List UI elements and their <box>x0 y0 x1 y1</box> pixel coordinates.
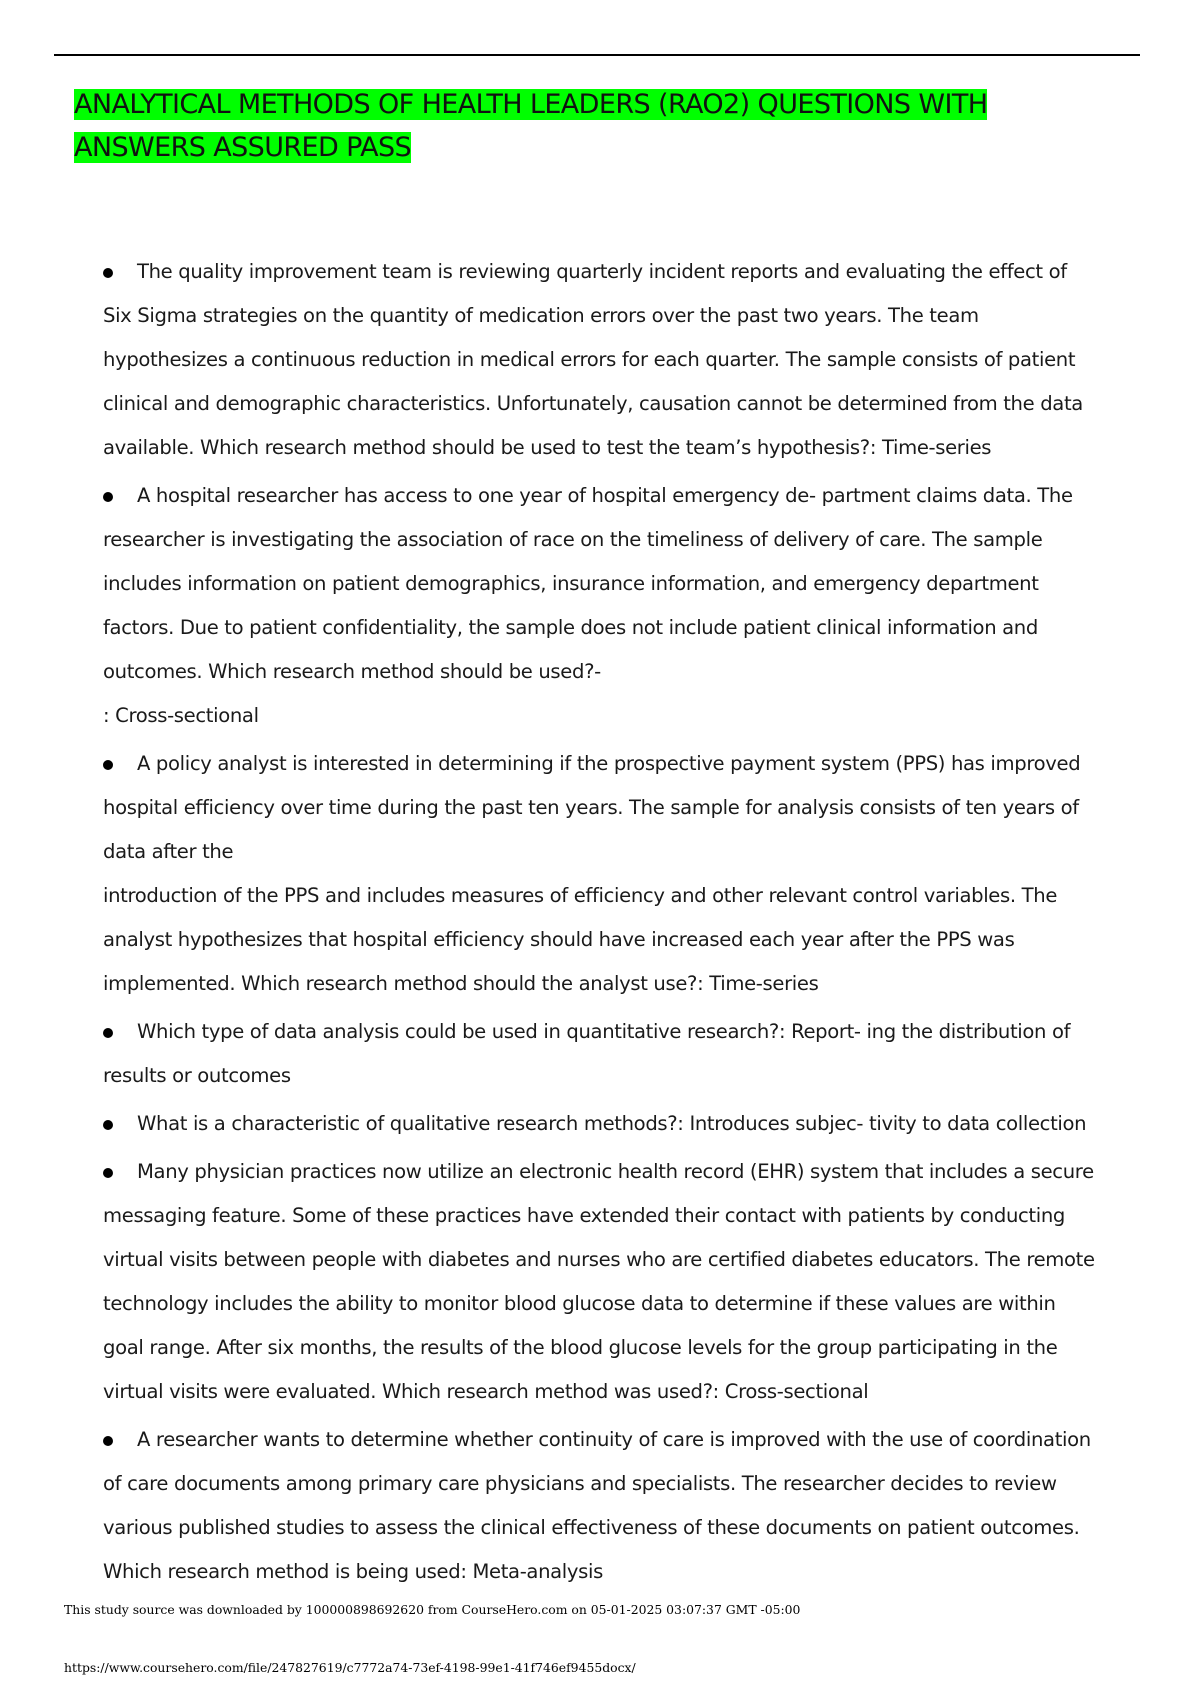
question-line: A policy analyst is interested in determining if the prospective payment system (PPS) has improved <box>137 752 1081 775</box>
question-line: analyst hypothesizes that hospital efficiency should have increased each year after the PPS was <box>103 928 1015 951</box>
bullet-icon <box>103 1168 113 1178</box>
bullet-icon <box>103 1436 113 1446</box>
question-line: A researcher wants to determine whether continuity of care is improved with the use of coordination <box>137 1428 1091 1451</box>
question-list <box>103 250 1133 1598</box>
question-line: of care documents among primary care physicians and specialists. The researcher decides to review <box>103 1472 1057 1495</box>
bullet-icon <box>103 492 113 502</box>
question-line: hospital efficiency over time during the past ten years. The sample for analysis consists of ten years of <box>103 796 1079 819</box>
question-line: various published studies to assess the clinical effectiveness of these documents on patient outcomes. <box>103 1516 1080 1539</box>
document-title <box>74 83 1074 169</box>
question-line: Which research method is being used: Meta-analysis <box>103 1560 603 1583</box>
question-line: messaging feature. Some of these practices have extended their contact with patients by conducting <box>103 1204 1066 1227</box>
bullet-icon <box>103 760 113 770</box>
bullet-icon <box>103 1120 113 1130</box>
question-item <box>103 1418 1133 1594</box>
question-line: introduction of the PPS and includes measures of efficiency and other relevant control variables. The <box>103 884 1058 907</box>
question-line: hypothesizes a continuous reduction in medical errors for each quarter. The sample consists of patient <box>103 348 1076 371</box>
question-line: researcher is investigating the association of race on the timeliness of delivery of care. The sample <box>103 528 1043 551</box>
question-line: available. Which research method should be used to test the team’s hypothesis?: Time-series <box>103 436 992 459</box>
question-line: includes information on patient demographics, insurance information, and emergency department <box>103 572 1039 595</box>
bullet-icon <box>103 268 113 278</box>
title-line-1: ANALYTICAL METHODS OF HEALTH LEADERS (RAO2) QUESTIONS WITH <box>74 89 988 120</box>
question-line: implemented. Which research method should the analyst use?: Time-series <box>103 972 819 995</box>
question-item <box>103 742 1133 1006</box>
question-line: technology includes the ability to monitor blood glucose data to determine if these values are within <box>103 1292 1056 1315</box>
question-item <box>103 250 1133 470</box>
question-line: data after the <box>103 840 234 863</box>
question-line: factors. Due to patient confidentiality, the sample does not include patient clinical information and <box>103 616 1038 639</box>
source-url[interactable]: https://www.coursehero.com/file/247827619/c7772a74-73ef-4198-99e1-41f746ef9455docx/ <box>64 1660 636 1675</box>
top-rule <box>54 54 1140 56</box>
question-item <box>103 474 1133 738</box>
question-line: goal range. After six months, the results of the blood glucose levels for the group participating in the <box>103 1336 1058 1359</box>
question-line: outcomes. Which research method should be used?- <box>103 660 601 683</box>
question-item <box>103 1150 1133 1414</box>
question-line: : Cross-sectional <box>103 704 259 727</box>
question-line: Many physician practices now utilize an electronic health record (EHR) system that includes a secure <box>137 1160 1094 1183</box>
question-line: Six Sigma strategies on the quantity of medication errors over the past two years. The team <box>103 304 979 327</box>
question-line: virtual visits were evaluated. Which research method was used?: Cross-sectional <box>103 1380 869 1403</box>
question-line: Which type of data analysis could be used in quantitative research?: Report- ing the distribution of <box>137 1020 1071 1043</box>
question-line: clinical and demographic characteristics. Unfortunately, causation cannot be determined from the data <box>103 392 1083 415</box>
question-item <box>103 1102 1133 1146</box>
title-line-2: ANSWERS ASSURED PASS <box>74 132 412 163</box>
question-line: results or outcomes <box>103 1064 291 1087</box>
question-line: virtual visits between people with diabetes and nurses who are certified diabetes educators. The remote <box>103 1248 1095 1271</box>
question-line: What is a characteristic of qualitative research methods?: Introduces subjec- tivity to data collection <box>137 1112 1087 1135</box>
bullet-icon <box>103 1028 113 1038</box>
question-line: A hospital researcher has access to one year of hospital emergency de- partment claims data. The <box>137 484 1073 507</box>
download-source-note: This study source was downloaded by 100000898692620 from CourseHero.com on 05-01-2025 03:07:37 GMT -05:00 <box>64 1602 801 1617</box>
question-item <box>103 1010 1133 1098</box>
question-line: The quality improvement team is reviewing quarterly incident reports and evaluating the effect of <box>137 260 1067 283</box>
